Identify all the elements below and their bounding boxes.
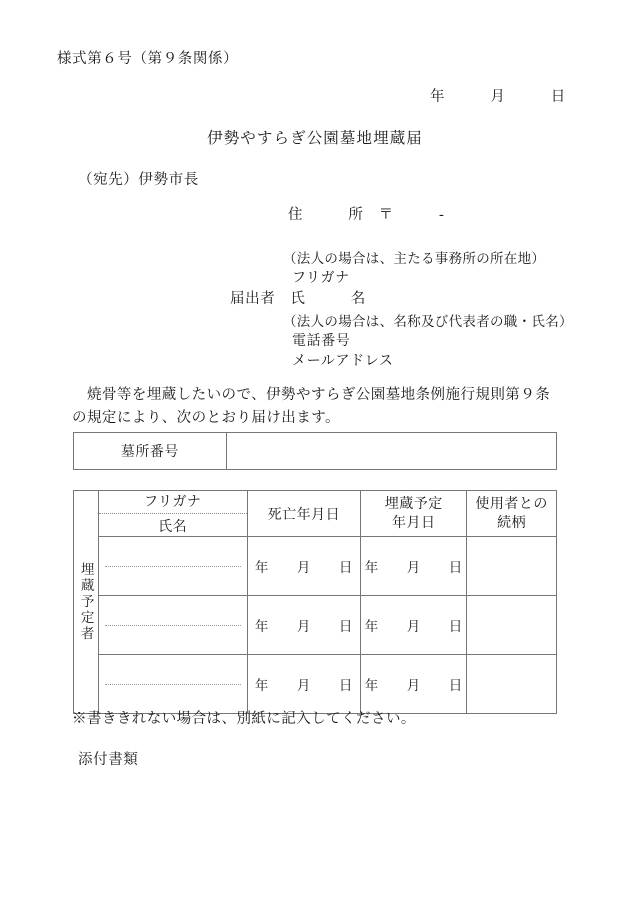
cell-name[interactable] — [98, 537, 247, 596]
page-title: 伊勢やすらぎ公園墓地埋蔵届 — [207, 130, 423, 147]
cell-relation[interactable] — [467, 596, 557, 655]
table-row — [74, 433, 557, 470]
telephone-field-label: 電話番号 — [292, 334, 351, 349]
footnote: ※書ききれない場合は、別紙に記入してください。 — [72, 711, 416, 727]
table-row — [74, 655, 557, 714]
body-paragraph: 焼骨等を埋蔵したいので、伊勢やすらぎ公園墓地条例施行規則第９条の規定により、次のとおり届け出ます。 — [72, 387, 551, 426]
column-header-furigana-text: フリガナ — [99, 491, 247, 514]
column-header-death-date: 死亡年月日 — [247, 491, 361, 537]
column-header-interment-date — [361, 491, 467, 537]
form-number: 様式第６号（第９条関係） — [57, 51, 239, 67]
column-header-relation-line1: 使用者との — [475, 496, 548, 512]
addressee-line: （宛先）伊勢市長 — [78, 172, 199, 188]
column-header-name — [98, 491, 247, 537]
column-header-relation-line2: 続柄 — [497, 515, 527, 531]
cell-name[interactable] — [98, 596, 247, 655]
cell-death-date[interactable]: 年 月 日 — [247, 655, 361, 714]
cell-relation[interactable] — [467, 655, 557, 714]
attachments-label: 添付書類 — [78, 752, 139, 768]
cell-name[interactable] — [98, 655, 247, 714]
cell-death-date[interactable]: 年 月 日 — [247, 537, 361, 596]
interment-vertical-label-text: 埋蔵予定者 — [78, 562, 94, 642]
corporate-name-note: （法人の場合は、名称及び代表者の職・氏名） — [283, 314, 573, 329]
table-row — [74, 537, 557, 596]
address-field-label: 住 所 〒 - — [288, 207, 445, 223]
interment-vertical-label — [74, 491, 99, 714]
cell-name-inner — [99, 655, 247, 713]
cell-name-inner — [99, 537, 247, 595]
table-row — [74, 596, 557, 655]
cell-name-inner — [99, 596, 247, 654]
column-header-relation — [467, 491, 557, 537]
grave-number-input-cell[interactable] — [226, 433, 556, 470]
cell-interment-date[interactable]: 年 月 日 — [361, 655, 467, 714]
email-field-label: メールアドレス — [292, 354, 394, 369]
furigana-field-label: フリガナ — [292, 271, 350, 286]
table-header-row — [74, 491, 557, 537]
corporate-address-note: （法人の場合は、主たる事務所の所在地） — [283, 251, 546, 266]
interment-table — [73, 490, 557, 714]
grave-number-table — [73, 432, 557, 470]
date-line: 年 月 日 — [430, 89, 566, 105]
submitter-name-label: 届出者 氏 名 — [230, 291, 366, 307]
cell-interment-date[interactable]: 年 月 日 — [361, 596, 467, 655]
cell-relation[interactable] — [467, 537, 557, 596]
cell-death-date[interactable]: 年 月 日 — [247, 596, 361, 655]
cell-interment-date[interactable]: 年 月 日 — [361, 537, 467, 596]
grave-number-label: 墓所番号 — [74, 433, 227, 470]
column-header-interment-date-line2: 年月日 — [392, 515, 436, 531]
column-header-interment-date-line1: 埋蔵予定 — [384, 496, 443, 512]
column-header-name-text: 氏名 — [158, 520, 188, 535]
